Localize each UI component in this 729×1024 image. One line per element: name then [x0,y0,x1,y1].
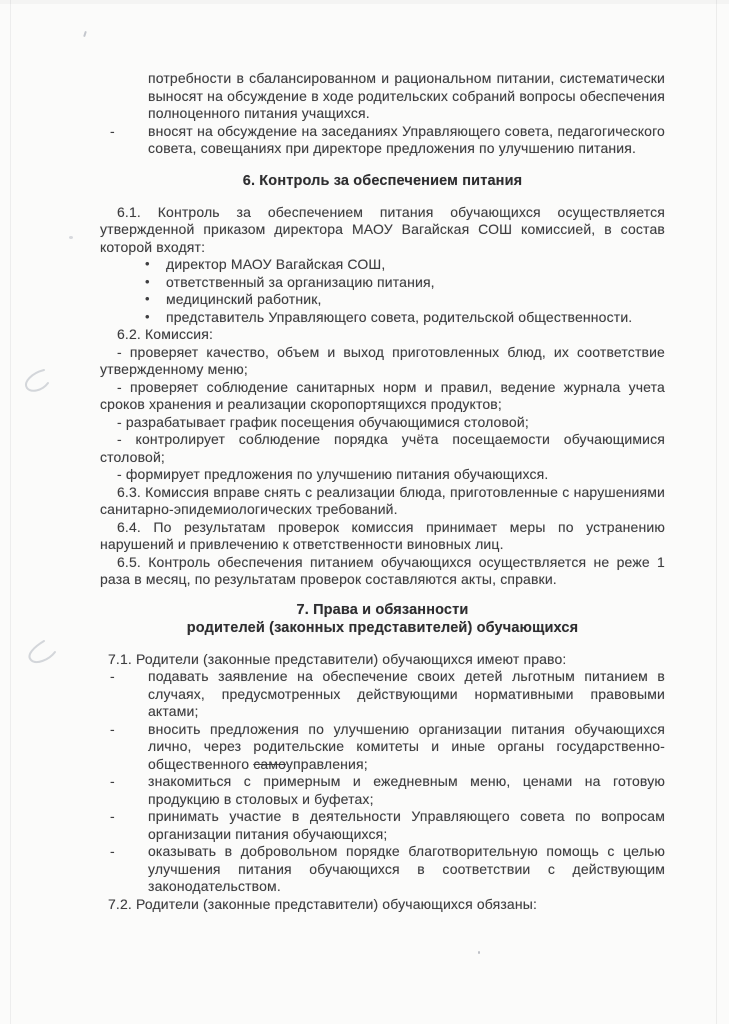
list-item-intro [100,123,665,158]
bullet-item [100,256,665,274]
rights-item [100,668,665,721]
paragraph-6-4: 6.4. По результатам проверок комиссия принимает меры по устранению нарушений и привлечению к ответственности виновных лиц. [100,518,665,552]
rights-item [100,773,665,808]
dash-marker: - [110,668,115,684]
paragraph-dash: - проверяет качество, объем и выход приготовленных блюд, их соответствие утвержденному меню; [100,343,665,377]
rights-item-text: знакомиться с примерным и ежедневным меню, ценами на готовую продукцию в столовых и буфетах; [148,773,665,807]
paragraph-6-1: 6.1. Контроль за обеспечением питания обучающихся осуществляется утвержденной приказом директора МАОУ Вагайская СОШ комиссией, в состав которой входят: [100,203,665,255]
bullet-text: представитель Управляющего совета, родительской общественности. [166,308,633,325]
heading-section-7-line-2: родителей (законных представителей) обучающихся [186,619,579,636]
bullet-marker: • [145,273,150,289]
rights-item-text: принимать участие в деятельности Управляющего совета по вопросам организации питания обучающихся; [148,808,665,842]
dash-marker: - [110,773,115,789]
heading-section-7-line-1: 7. Права и обязанности [296,601,469,618]
rights-item-text-post: управления; [285,755,368,772]
struck-text: само [253,755,286,772]
bullet-marker: • [145,291,150,306]
dash-marker: - [110,808,115,824]
paragraph-dash: - проверяет соблюдение санитарных норм и правил, ведение журнала учета сроков хранения и реализации скоропортящихся продуктов; [100,378,665,412]
paragraph-6-2: 6.2. Комиссия: [117,326,214,342]
dash-marker: - [110,720,115,737]
bullet-item [100,291,665,309]
list-item-text: вносят на обсуждение на заседаниях Управляющего совета, педагогического совета, совещаниях при директоре предложения по улучшению питания. [148,122,665,156]
dash-marker: - [110,122,115,139]
bullet-marker: • [145,256,150,271]
rights-item-text: оказывать в добровольном порядке благотворительную помощь с целью улучшения питания обучающихся в соответствии с действующим законодательством. [148,843,665,894]
paragraph-7-2: 7.2. Родители (законные представители) обучающихся обязаны: [108,895,538,912]
paragraph-dash: - формирует предложения по улучшению питания обучающихся. [117,466,549,482]
paragraph-continuation [100,70,665,123]
paragraph-dash: - контролирует соблюдение порядка учёта посещаемости обучающимися столовой; [100,431,665,465]
rights-item [100,808,665,843]
heading-section-6: 6. Контроль за обеспечением питания [242,172,523,189]
rights-item [100,843,665,896]
paragraph-dash: - разрабатывает график посещения обучающимися столовой; [117,413,529,430]
bullet-item [100,274,665,292]
scan-speck [478,951,480,954]
paragraph-6-3: 6.3. Комиссия вправе снять с реализации блюда, приготовленные с нарушениями санитарно-эпидемиологических требований. [100,483,665,517]
bullet-text: медицинский работник, [166,291,322,307]
dash-marker: - [110,843,115,859]
paragraph-6-5: 6.5. Контроль обеспечения питанием обучающихся осуществляется не реже 1 раза в месяц, по результатам проверок составляются акты, справки. [100,553,665,587]
rights-item-text: подавать заявление на обеспечение своих детей льготным питанием в случаях, предусмотренных действующими нормативными правовыми актами; [148,668,665,719]
bullet-text: директор МАОУ Вагайская СОШ, [166,256,386,272]
rights-item [100,721,665,774]
bullet-text: ответственный за организацию питания, [166,273,435,290]
bullet-item [100,309,665,327]
paragraph-7-1: 7.1. Родители (законные представители) обучающихся имеют право: [108,650,567,667]
rights-item-text-pre: вносить предложения по улучшению организации питания обучающихся лично, через родительские комитеты и иные органы государственно-общественного [148,720,665,772]
bullet-marker: • [145,308,150,324]
paragraph-text: потребности в сбалансированном и рациональном питании, систематически выносят на обсуждение в ходе родительских собраний вопросы обеспечения полноценного питания учащихся. [148,70,665,121]
heading-section-7 [100,601,665,637]
